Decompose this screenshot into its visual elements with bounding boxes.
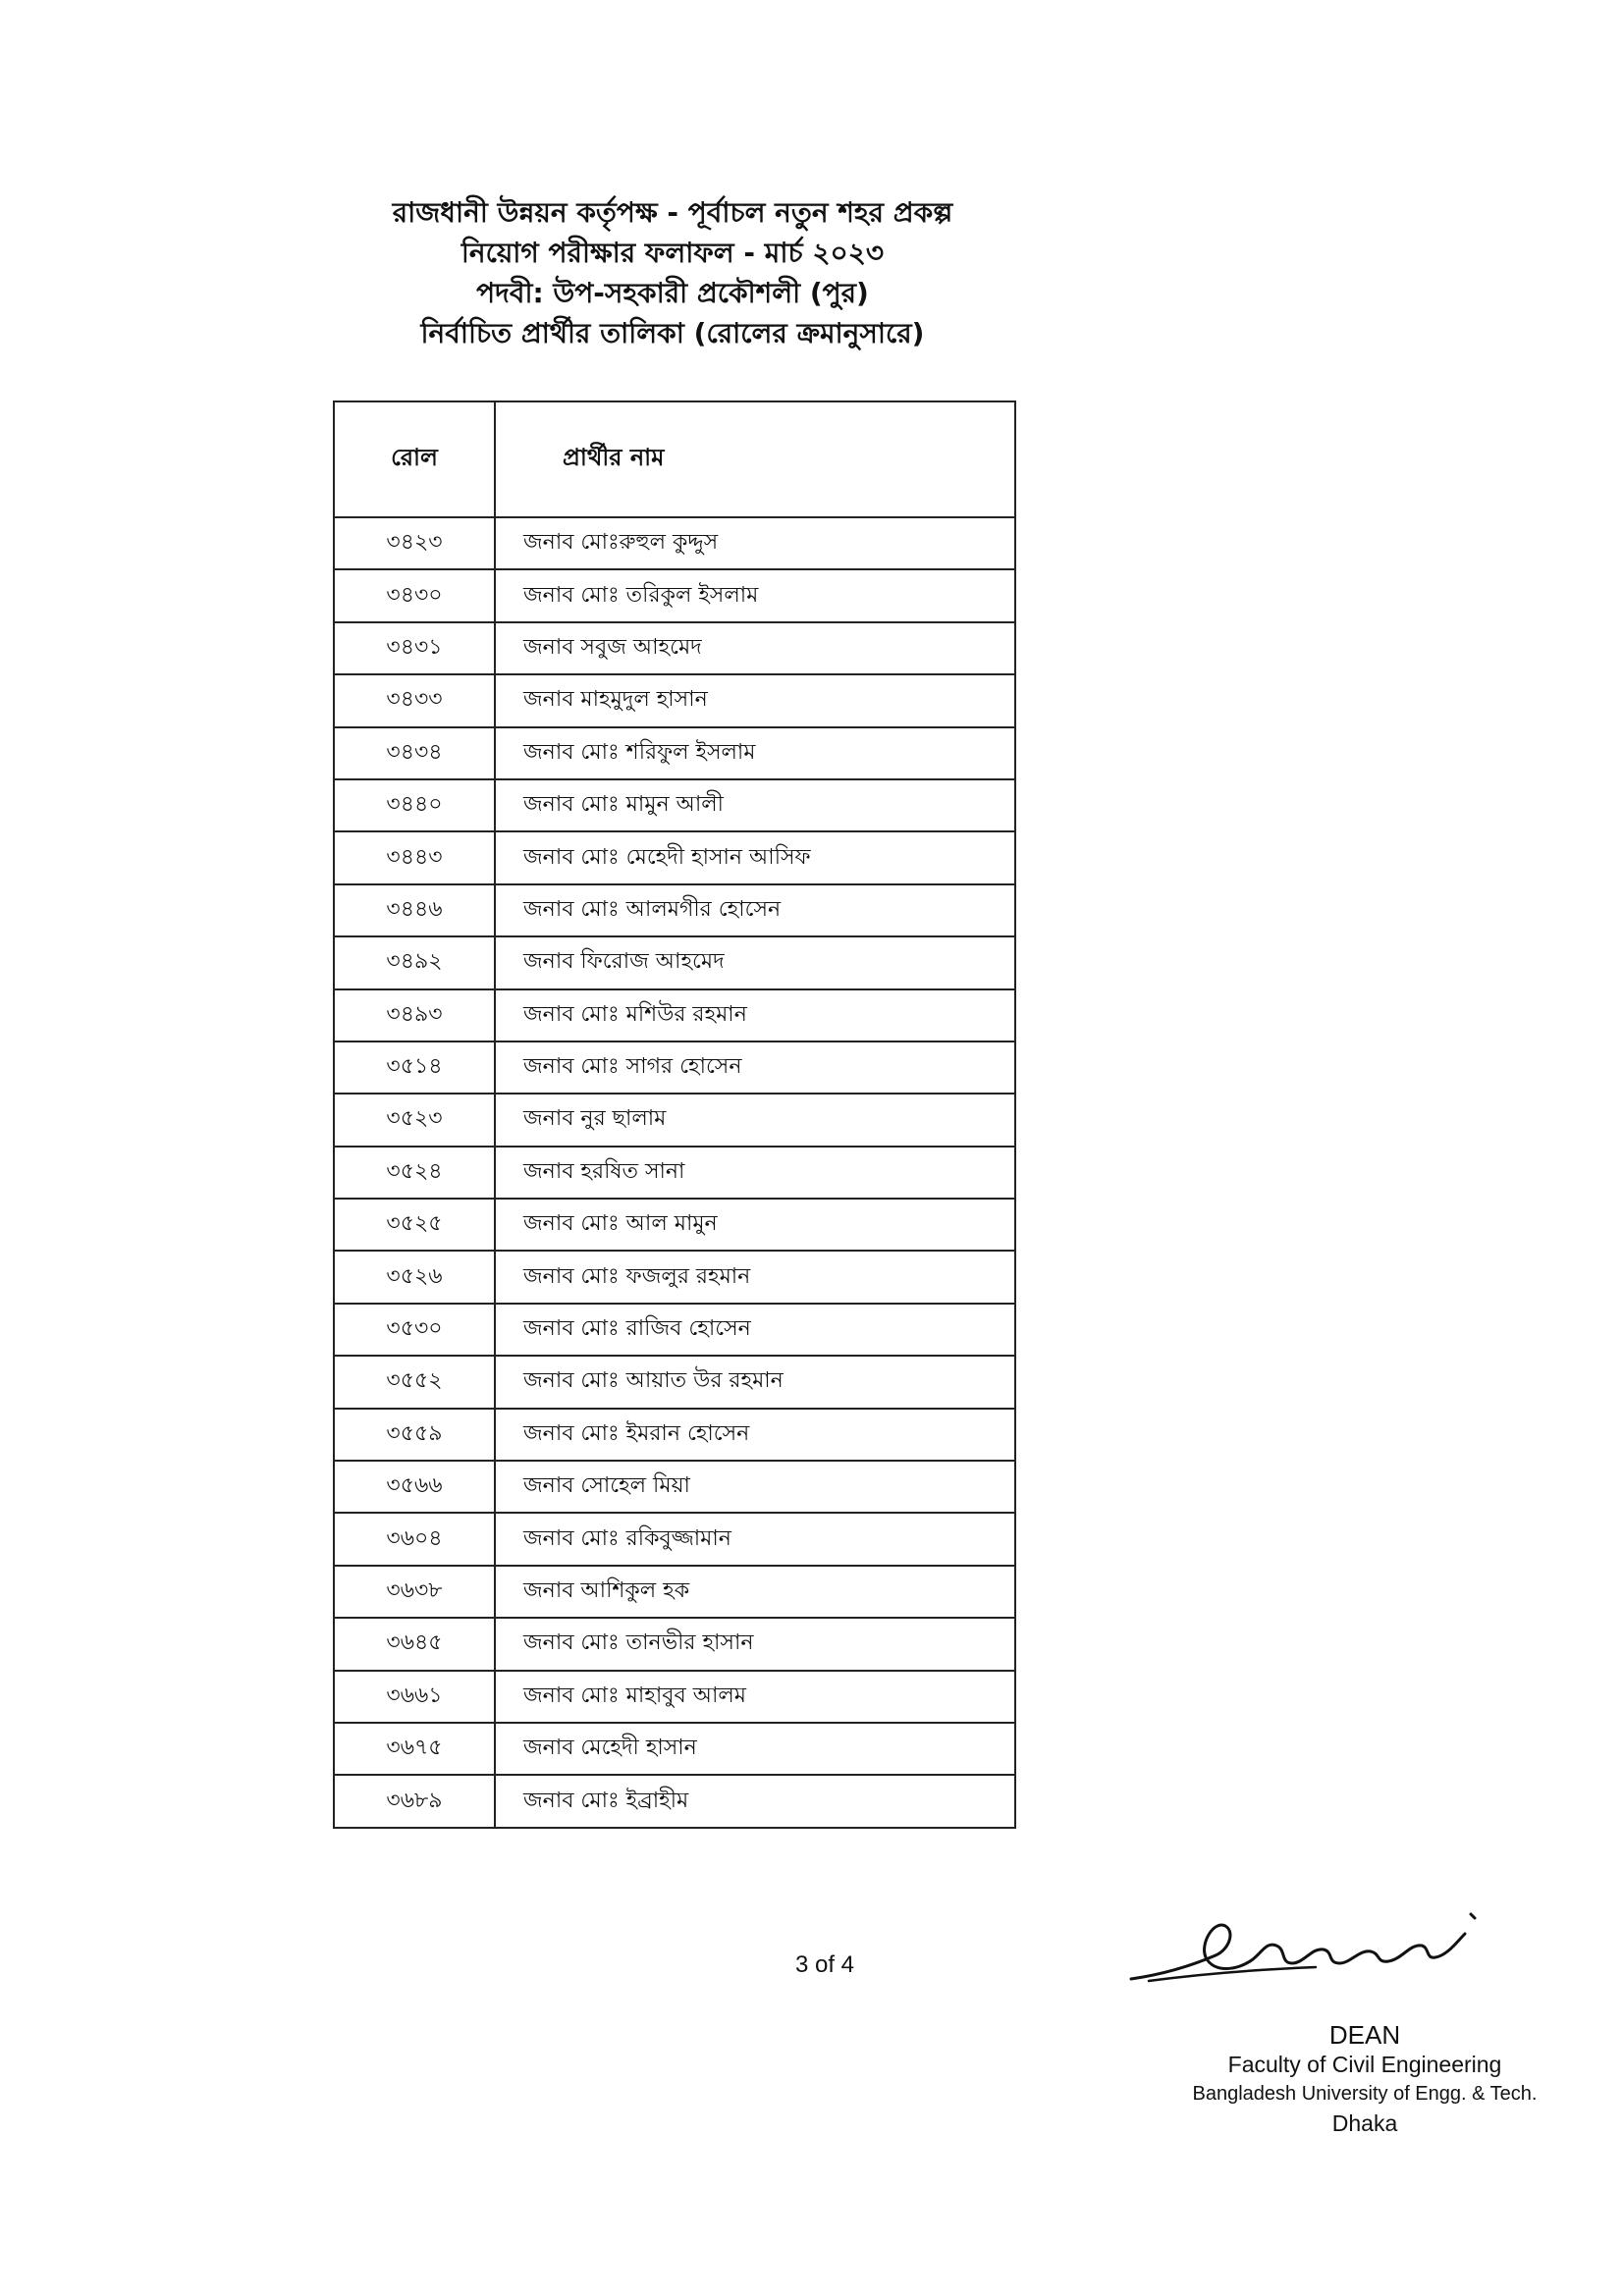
table-row	[334, 1461, 1015, 1513]
header-list-title: নির্বাচিত প্রার্থীর তালিকা (রোলের ক্রমানুসারে)	[420, 317, 925, 349]
table-row	[334, 1775, 1015, 1827]
name-cell: জনাব মোঃ আল মামুন	[495, 1199, 1015, 1251]
header-exam-result: নিয়োগ পরীক্ষার ফলাফল - মার্চ ২০২৩	[460, 237, 885, 269]
table-row	[334, 569, 1015, 621]
name-cell: জনাব মোঃ ফজলুর রহমান	[495, 1251, 1015, 1303]
table-row	[334, 517, 1015, 569]
name-cell: জনাব মোঃ মামুন আলী	[495, 779, 1015, 831]
table-row	[334, 622, 1015, 674]
roll-cell: ৩৪৪০	[334, 779, 495, 831]
signatory-university: Bangladesh University of Engg. & Tech.	[1192, 2083, 1538, 2105]
name-cell: জনাব মোঃরুহুল কুদ্দুস	[495, 517, 1015, 569]
signature-block	[1159, 2020, 1571, 2138]
name-cell: জনাব মেহেদী হাসান	[495, 1723, 1015, 1775]
name-cell: জনাব মোঃ ইব্রাহীম	[495, 1775, 1015, 1827]
column-header-name: প্রার্থীর নাম	[495, 401, 1015, 517]
table-row	[334, 936, 1015, 988]
name-cell: জনাব মোঃ সাগর হোসেন	[495, 1041, 1015, 1094]
column-header-roll: রোল	[334, 401, 495, 517]
name-cell: জনাব মোঃ রাজিব হোসেন	[495, 1304, 1015, 1356]
roll-cell: ৩৫৬৬	[334, 1461, 495, 1513]
name-cell: জনাব সবুজ আহমেদ	[495, 622, 1015, 674]
table-row	[334, 1147, 1015, 1199]
roll-cell: ৩৪৩৪	[334, 727, 495, 779]
table-row	[334, 1513, 1015, 1565]
roll-cell: ৩৫৫৯	[334, 1409, 495, 1461]
table-row	[334, 1199, 1015, 1251]
roll-cell: ৩৬৩৮	[334, 1566, 495, 1618]
roll-cell: ৩৫৩০	[334, 1304, 495, 1356]
table-row	[334, 1251, 1015, 1303]
name-cell: জনাব মোঃ আয়াত উর রহমান	[495, 1356, 1015, 1408]
name-cell: জনাব মোঃ মেহেদী হাসান আসিফ	[495, 831, 1015, 883]
page-number: 3 of 4	[794, 1951, 855, 1978]
name-cell: জনাব হরষিত সানা	[495, 1147, 1015, 1199]
document-header	[0, 192, 1345, 353]
table-row	[334, 1094, 1015, 1146]
roll-cell: ৩৫২৫	[334, 1199, 495, 1251]
table-row	[334, 1356, 1015, 1408]
table-header-row	[334, 401, 1015, 517]
header-post: পদবী: উপ-সহকারী প্রকৌশলী (পুর)	[476, 277, 869, 309]
roll-cell: ৩৪৪৬	[334, 884, 495, 936]
roll-cell: ৩৪৪৩	[334, 831, 495, 883]
roll-cell: ৩৪৩১	[334, 622, 495, 674]
table-row	[334, 1723, 1015, 1775]
roll-cell: ৩৫২৬	[334, 1251, 495, 1303]
name-cell: জনাব মোঃ আলমগীর হোসেন	[495, 884, 1015, 936]
table-row	[334, 1304, 1015, 1356]
selected-candidates-table	[333, 400, 1016, 1829]
roll-cell: ৩৬০৪	[334, 1513, 495, 1565]
name-cell: জনাব মোঃ মশিউর রহমান	[495, 989, 1015, 1041]
roll-cell: ৩৪৯২	[334, 936, 495, 988]
roll-cell: ৩৪৯৩	[334, 989, 495, 1041]
name-cell: জনাব মোঃ তানভীর হাসান	[495, 1618, 1015, 1670]
table-row	[334, 989, 1015, 1041]
name-cell: জনাব ফিরোজ আহমেদ	[495, 936, 1015, 988]
table-row	[334, 1566, 1015, 1618]
name-cell: জনাব মোঃ রকিবুজ্জামান	[495, 1513, 1015, 1565]
name-cell: জনাব সোহেল মিয়া	[495, 1461, 1015, 1513]
table-row	[334, 727, 1015, 779]
roll-cell: ৩৫২৪	[334, 1147, 495, 1199]
table-row	[334, 779, 1015, 831]
table-row	[334, 1671, 1015, 1723]
roll-cell: ৩৫১৪	[334, 1041, 495, 1094]
table-row	[334, 674, 1015, 726]
table-row	[334, 831, 1015, 883]
roll-cell: ৩৬৪৫	[334, 1618, 495, 1670]
roll-cell: ৩৫৫২	[334, 1356, 495, 1408]
roll-cell: ৩৪৩০	[334, 569, 495, 621]
table-row	[334, 1409, 1015, 1461]
name-cell: জনাব মোঃ মাহাবুব আলম	[495, 1671, 1015, 1723]
roll-cell: ৩৬৬১	[334, 1671, 495, 1723]
name-cell: জনাব মোঃ ইমরান হোসেন	[495, 1409, 1015, 1461]
header-authority: রাজধানী উন্নয়ন কর্তৃপক্ষ - পূর্বাচল নতুন শহর প্রকল্প	[392, 196, 953, 229]
table-row	[334, 884, 1015, 936]
roll-cell: ৩৬৮৯	[334, 1775, 495, 1827]
signatory-city: Dhaka	[1331, 2110, 1398, 2136]
name-cell: জনাব মোঃ শরিফুল ইসলাম	[495, 727, 1015, 779]
table-row	[334, 1041, 1015, 1094]
name-cell: জনাব মোঃ তরিকুল ইসলাম	[495, 569, 1015, 621]
roll-cell: ৩৪৩৩	[334, 674, 495, 726]
name-cell: জনাব আশিকুল হক	[495, 1566, 1015, 1618]
roll-cell: ৩৫২৩	[334, 1094, 495, 1146]
dean-signature	[1119, 1885, 1492, 1993]
signatory-title: DEAN	[1328, 2020, 1401, 2050]
name-cell: জনাব মাহমুদুল হাসান	[495, 674, 1015, 726]
signatory-faculty: Faculty of Civil Engineering	[1227, 2052, 1502, 2077]
table-row	[334, 1618, 1015, 1670]
roll-cell: ৩৪২৩	[334, 517, 495, 569]
roll-cell: ৩৬৭৫	[334, 1723, 495, 1775]
name-cell: জনাব নুর ছালাম	[495, 1094, 1015, 1146]
